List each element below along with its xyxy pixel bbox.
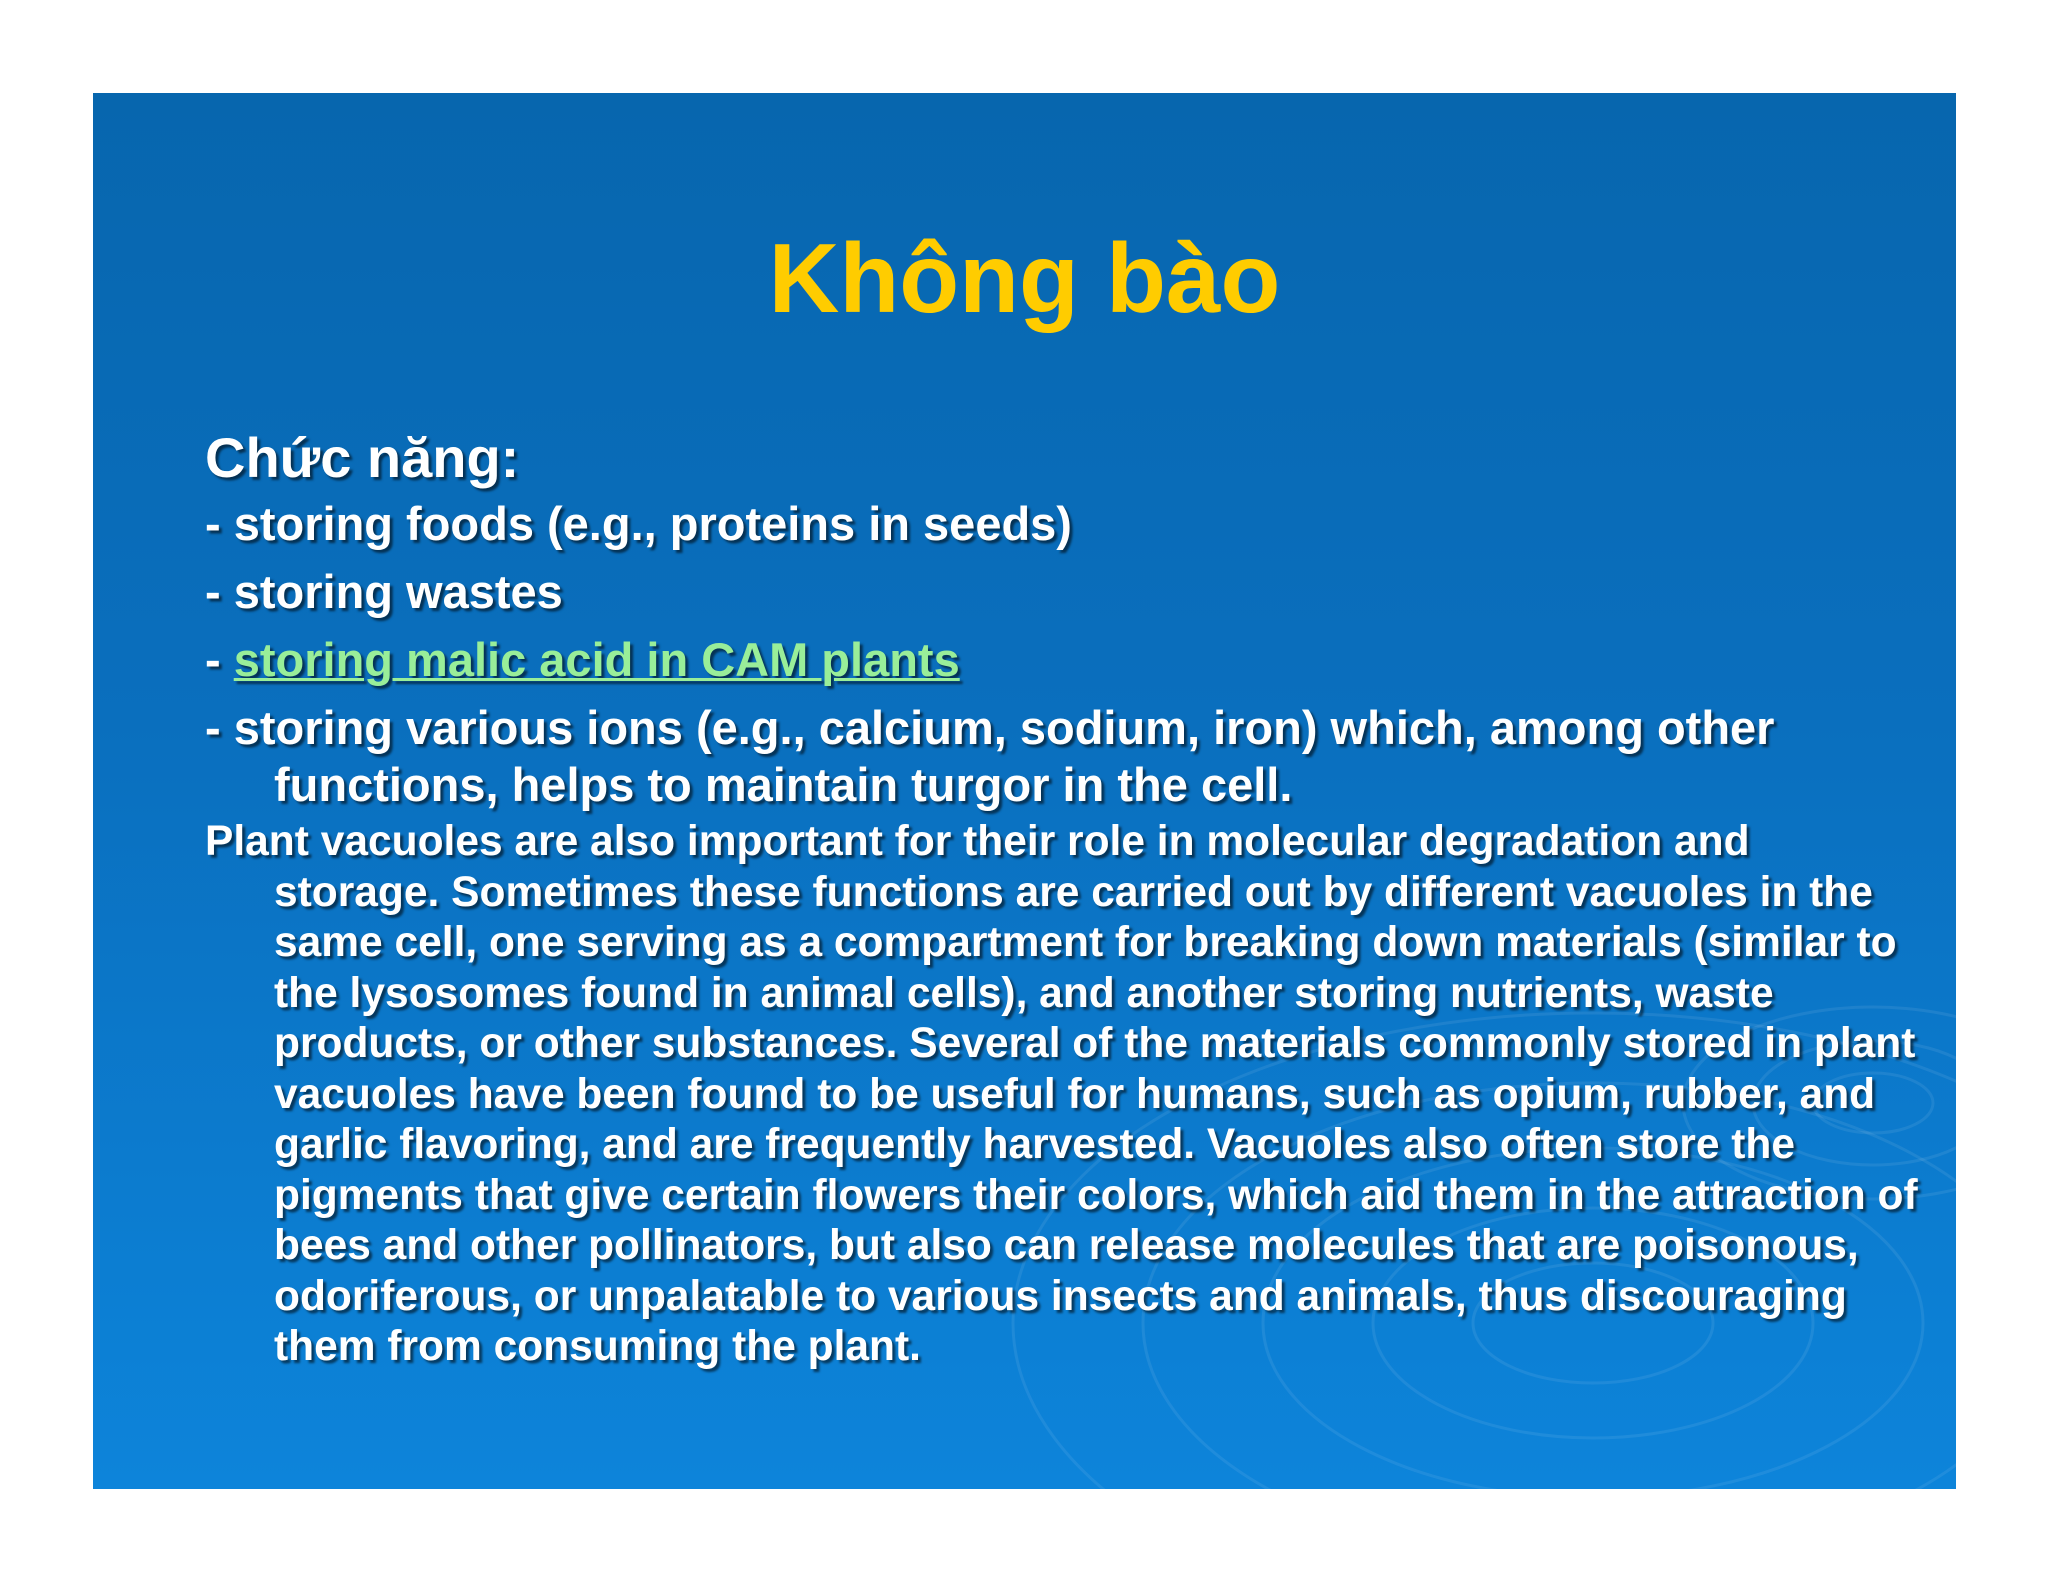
cam-plants-link[interactable]: storing malic acid in CAM plants [233,633,960,686]
body-paragraph: Plant vacuoles are also important for their role in molecular degradation and storage. Sometimes these functions are carried out by different vacuoles in the same cell, one serving as a compartment for breaking down materials (similar to the lysosomes found in animal cells), and another storing nutrients, waste products, or other substances. Several of the materials commonly stored in plant vacuoles have been found to be useful for humans, such as opium, rubber, and garlic flavoring, and are frequently harvested. Vacuoles also often store the pigments that give certain flowers their colors, which aid them in the attraction of bees and other pollinators, but also can release molecules that are poisonous, odoriferous, or unpalatable to various insects and animals, thus discouraging them from consuming the plant. [205,818,1918,1370]
bullet-item-2 [205,563,1925,620]
bullet-item-1 [205,495,1925,552]
bullet-prefix: - [205,701,234,754]
bullet-text: storing various ions (e.g., calcium, sodium, iron) which, among other functions, helps to maintain turgor in the cell. [233,701,1775,811]
section-heading: Chức năng: [205,426,520,489]
bullet-item-3 [205,631,1925,688]
slide [93,93,1956,1489]
bullet-item-4 [205,699,1925,813]
slide-content [205,423,1925,1373]
bullet-text: storing foods (e.g., proteins in seeds) [233,497,1072,550]
bullet-text: storing wastes [233,565,563,618]
bullet-prefix: - [205,565,234,618]
bullet-prefix: - [205,497,234,550]
slide-title: Không bào [768,223,1281,333]
bullet-prefix: - [205,633,234,686]
